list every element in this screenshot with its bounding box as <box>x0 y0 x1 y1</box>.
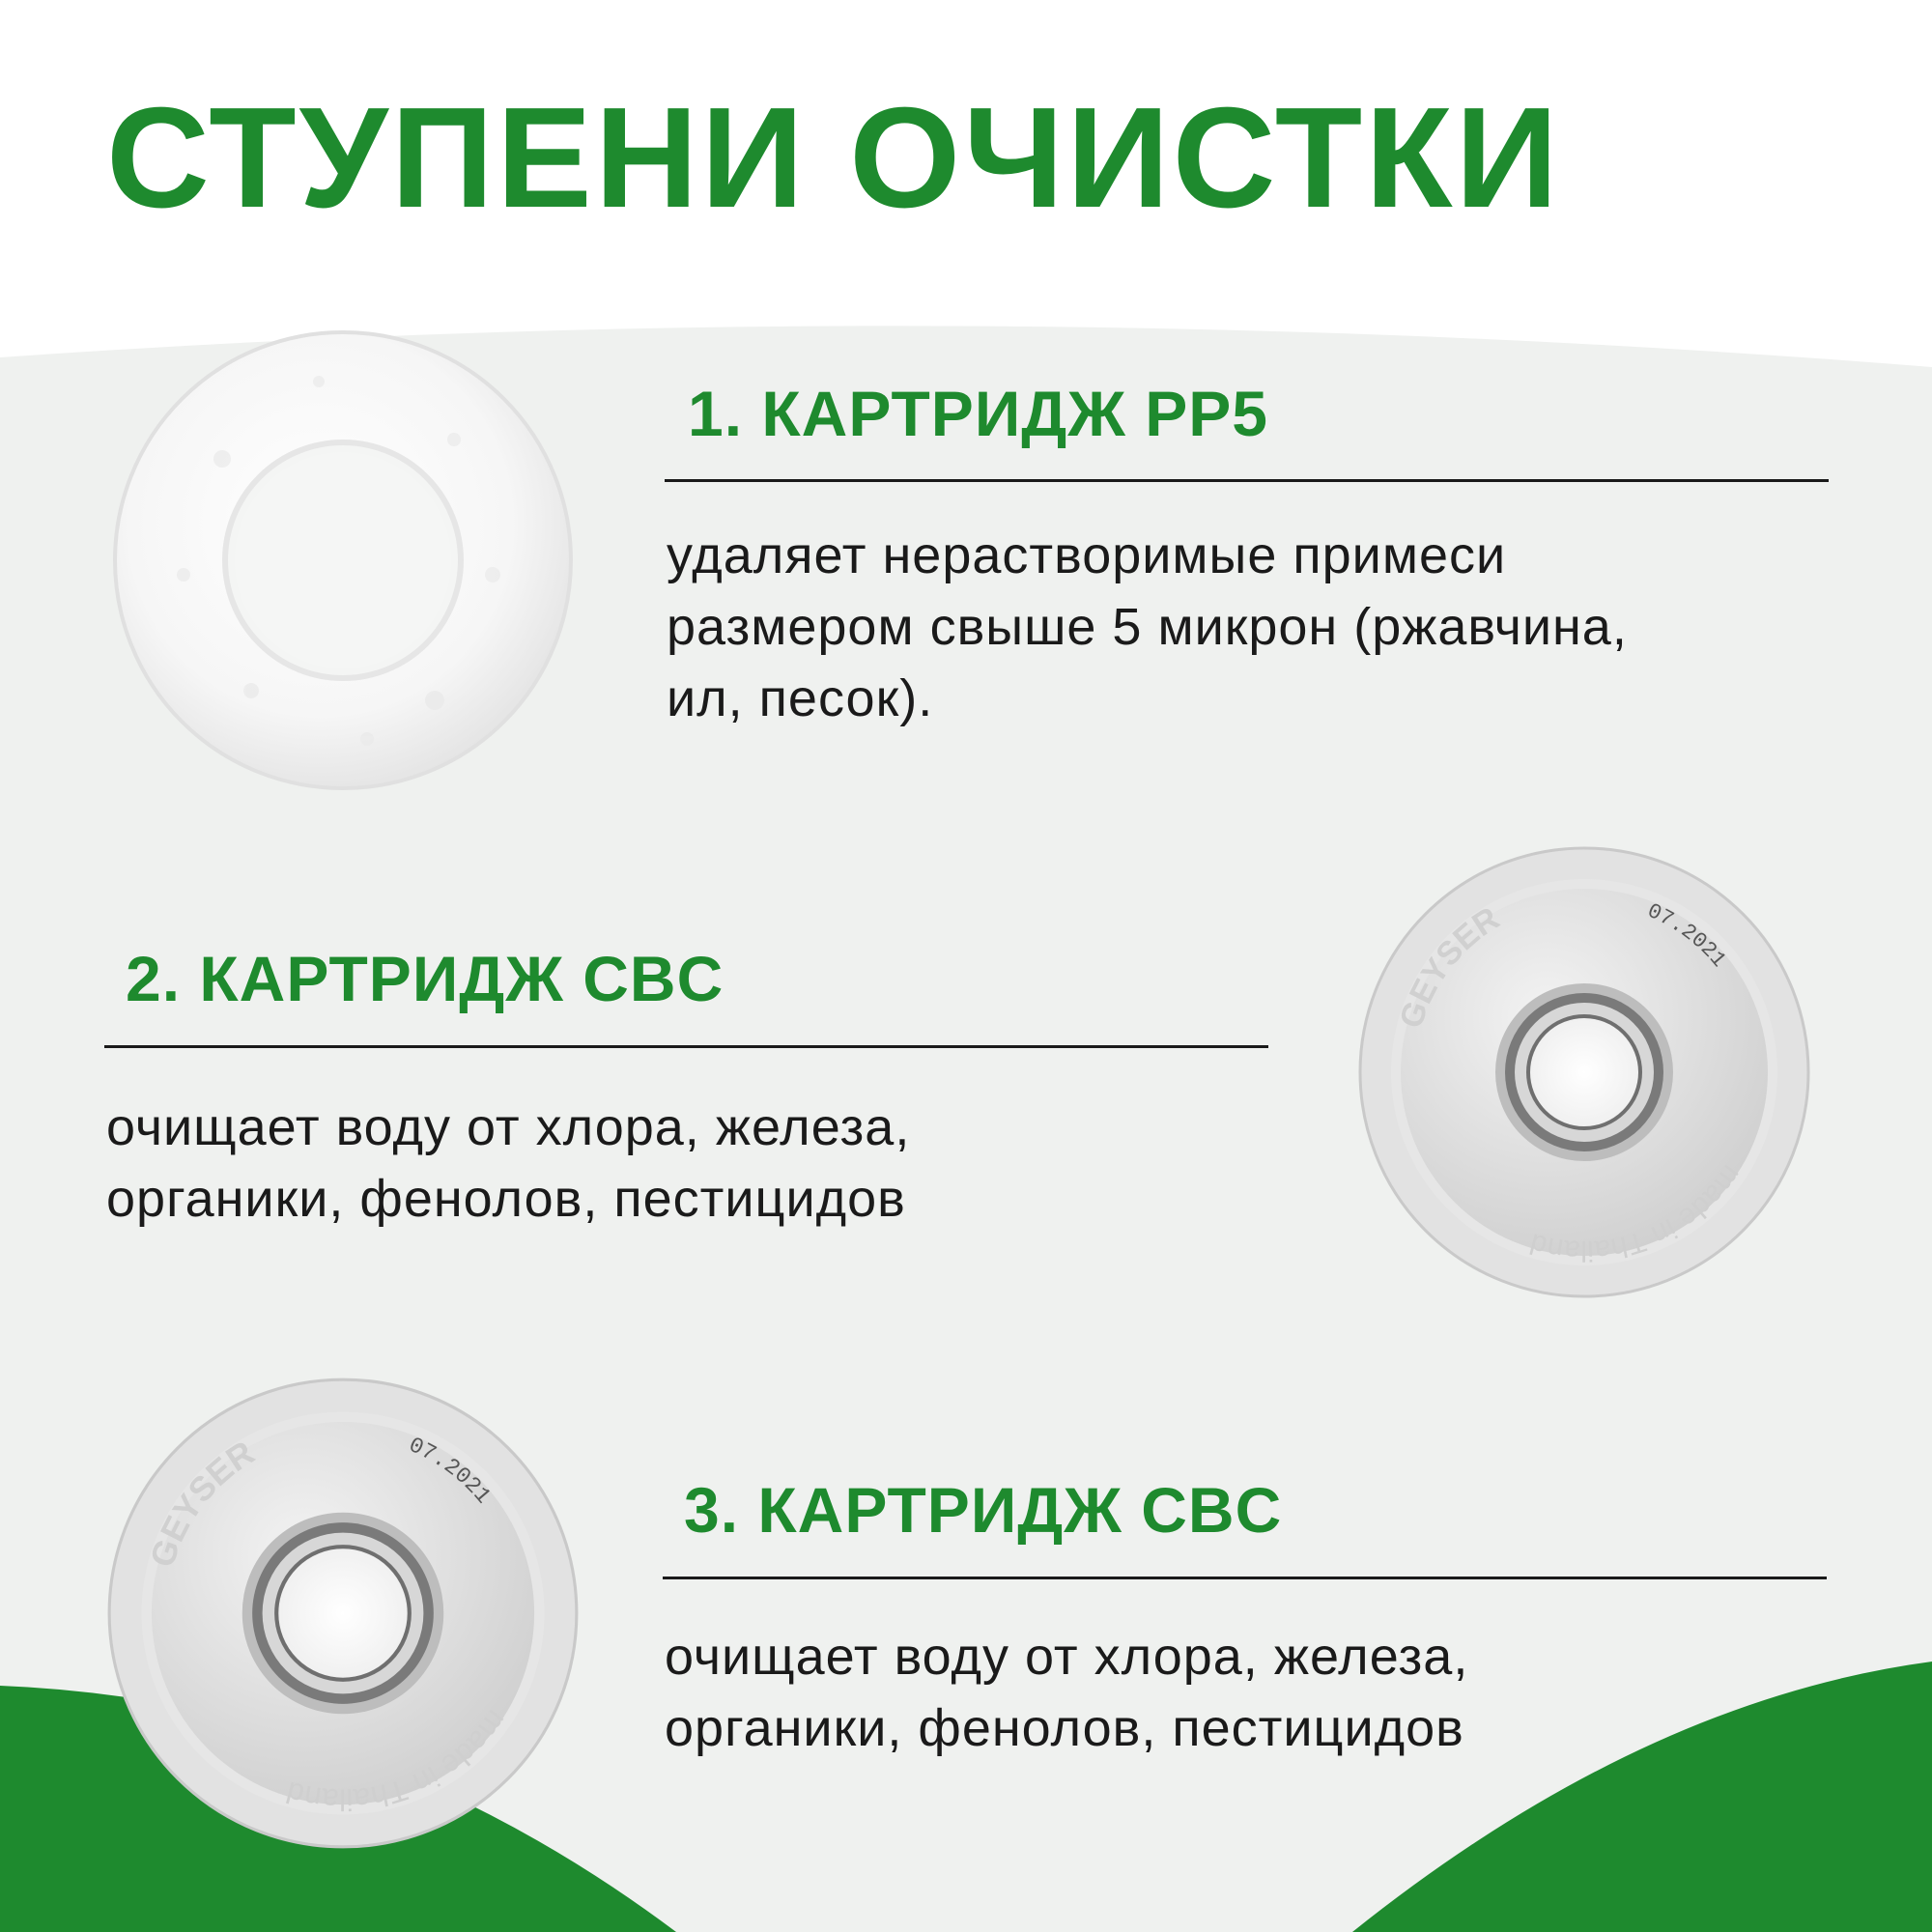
stage-1-heading: 1. КАРТРИДЖ PP5 <box>688 378 1269 449</box>
stage-3-description <box>665 1621 1468 1764</box>
cbc-cartridge-image <box>1357 845 1811 1299</box>
brand-embossed-text: GEYSER <box>142 1433 262 1573</box>
description-line: удаляет нерастворимые примеси <box>667 526 1507 584</box>
description-line: ил, песок). <box>667 669 934 727</box>
brand-embossed-text: GEYSER <box>1392 899 1506 1033</box>
stage-2-divider <box>104 1045 1268 1048</box>
stage-2-heading: 2. КАРТРИДЖ CBC <box>126 943 724 1014</box>
stage-3-divider <box>663 1577 1827 1579</box>
description-line: очищает воду от хлора, железа, <box>106 1098 911 1156</box>
date-stamp-text: 07.2021 <box>1643 898 1731 973</box>
description-line: очищает воду от хлора, железа, <box>665 1628 1469 1686</box>
page-title: СТУПЕНИ ОЧИСТКИ <box>106 78 1561 238</box>
origin-embossed-text: made in Thailand <box>282 1703 514 1817</box>
stage-3-heading: 3. КАРТРИДЖ CBC <box>684 1474 1283 1546</box>
date-stamp-text: 07.2021 <box>405 1432 497 1509</box>
cbc-cartridge-image <box>106 1377 580 1850</box>
stage-1-description <box>667 520 1628 734</box>
stage-1-divider <box>665 479 1829 482</box>
origin-embossed-text: made in Thailand <box>1526 1158 1748 1267</box>
pp5-cartridge-image <box>106 324 580 797</box>
stage-2-description <box>106 1092 910 1235</box>
description-line: органики, фенолов, пестицидов <box>106 1170 906 1228</box>
description-line: размером свыше 5 микрон (ржавчина, <box>667 598 1628 656</box>
description-line: органики, фенолов, пестицидов <box>665 1699 1464 1757</box>
